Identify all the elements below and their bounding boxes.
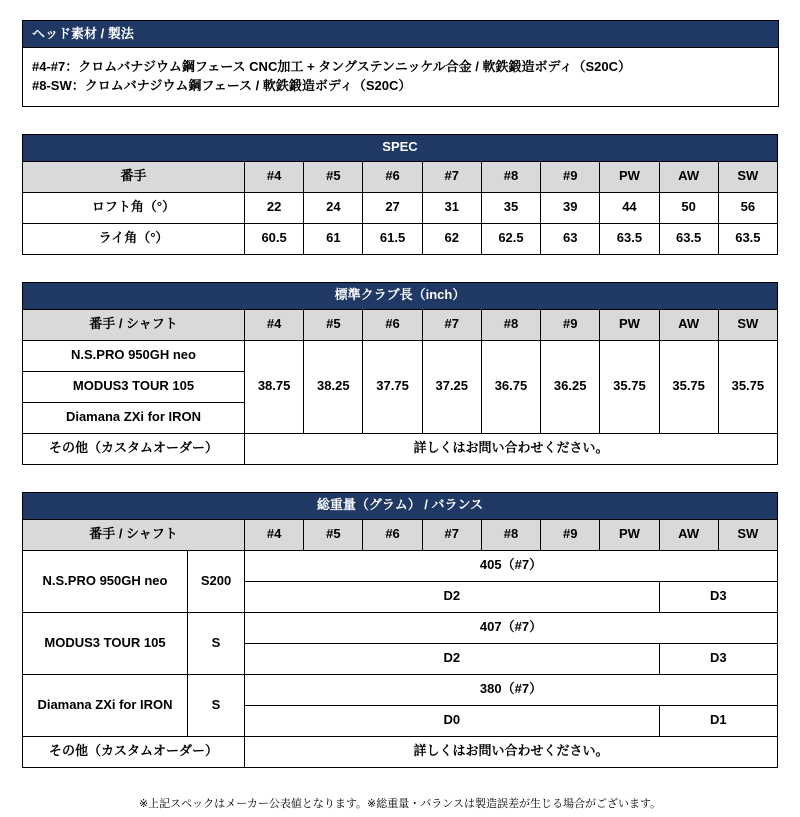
club-header-cell: PW bbox=[600, 519, 659, 550]
length-value-cell: 35.75 bbox=[600, 340, 659, 433]
club-header-cell: #4 bbox=[245, 519, 304, 550]
club-header-cell: #8 bbox=[481, 161, 540, 192]
club-header-cell: #6 bbox=[363, 309, 422, 340]
club-header-cell: #7 bbox=[422, 309, 481, 340]
club-header-cell: PW bbox=[600, 161, 659, 192]
club-header-cell: #5 bbox=[304, 161, 363, 192]
length-value-cell: 35.75 bbox=[718, 340, 777, 433]
length-value-cell: 37.75 bbox=[363, 340, 422, 433]
club-header-cell: AW bbox=[659, 309, 718, 340]
loft-value-cell: 35 bbox=[481, 192, 540, 223]
shaft-header-label: 番手 / シャフト bbox=[23, 309, 245, 340]
club-header-cell: #7 bbox=[422, 519, 481, 550]
flex-cell: S200 bbox=[188, 550, 245, 612]
club-header-cell: #6 bbox=[363, 161, 422, 192]
club-header-cell: AW bbox=[659, 519, 718, 550]
shaft-name-cell: MODUS3 TOUR 105 bbox=[23, 371, 245, 402]
head-material-body bbox=[23, 48, 779, 107]
club-header-cell: #4 bbox=[245, 161, 304, 192]
length-table bbox=[22, 282, 778, 465]
loft-value-cell: 22 bbox=[245, 192, 304, 223]
club-header-cell: #7 bbox=[422, 161, 481, 192]
club-header-cell: SW bbox=[718, 161, 777, 192]
club-header-cell: SW bbox=[718, 309, 777, 340]
length-value-cell: 36.25 bbox=[541, 340, 600, 433]
club-header-cell: #5 bbox=[304, 519, 363, 550]
lie-value-cell: 62 bbox=[422, 223, 481, 254]
shaft-name-cell: MODUS3 TOUR 105 bbox=[23, 612, 188, 674]
lie-value-cell: 63 bbox=[541, 223, 600, 254]
club-header-cell: #9 bbox=[541, 309, 600, 340]
balance-main-cell: D2 bbox=[245, 581, 660, 612]
balance-wedge-cell: D3 bbox=[659, 581, 777, 612]
loft-value-cell: 44 bbox=[600, 192, 659, 223]
club-header-cell: #8 bbox=[481, 519, 540, 550]
weight-title: 総重量（グラム） / バランス bbox=[23, 492, 778, 519]
custom-order-label: その他（カスタムオーダー） bbox=[23, 433, 245, 464]
lie-value-cell: 63.5 bbox=[600, 223, 659, 254]
loft-value-cell: 31 bbox=[422, 192, 481, 223]
length-value-cell: 36.75 bbox=[481, 340, 540, 433]
spec-table bbox=[22, 134, 778, 255]
length-value-cell: 38.25 bbox=[304, 340, 363, 433]
lie-value-cell: 61 bbox=[304, 223, 363, 254]
total-weight-cell: 407（#7） bbox=[245, 612, 778, 643]
flex-cell: S bbox=[188, 674, 245, 736]
flex-cell: S bbox=[188, 612, 245, 674]
shaft-name-cell: N.S.PRO 950GH neo bbox=[23, 550, 188, 612]
head-material-line-2: #8-SW：クロムバナジウム鋼フェース / 軟鉄鍛造ボディ（S20C） bbox=[32, 78, 412, 94]
club-header-cell: SW bbox=[718, 519, 777, 550]
shaft-header-label: 番手 / シャフト bbox=[23, 519, 245, 550]
footnote: ※上記スペックはメーカー公表値となります。※総重量・バランスは製造誤差が生じる場合がございます。 bbox=[138, 797, 662, 810]
balance-main-cell: D2 bbox=[245, 643, 660, 674]
shaft-name-cell: Diamana ZXi for IRON bbox=[23, 402, 245, 433]
shaft-name-cell: N.S.PRO 950GH neo bbox=[23, 340, 245, 371]
length-value-cell: 37.25 bbox=[422, 340, 481, 433]
weight-table bbox=[22, 492, 778, 768]
custom-order-label: その他（カスタムオーダー） bbox=[23, 736, 245, 767]
length-title: 標準クラブ長（inch） bbox=[23, 282, 778, 309]
head-material-line-1: #4-#7：クロムバナジウム鋼フェース CNC加工 + タングステンニッケル合金 / 軟鉄鍛造ボディ（S20C） bbox=[32, 59, 631, 74]
loft-value-cell: 24 bbox=[304, 192, 363, 223]
lie-value-cell: 61.5 bbox=[363, 223, 422, 254]
shaft-name-cell: Diamana ZXi for IRON bbox=[23, 674, 188, 736]
loft-value-cell: 50 bbox=[659, 192, 718, 223]
club-header-cell: #6 bbox=[363, 519, 422, 550]
lie-value-cell: 60.5 bbox=[245, 223, 304, 254]
balance-main-cell: D0 bbox=[245, 705, 660, 736]
spec-club-row-label: 番手 bbox=[23, 161, 245, 192]
loft-value-cell: 56 bbox=[718, 192, 777, 223]
total-weight-cell: 405（#7） bbox=[245, 550, 778, 581]
club-header-cell: #5 bbox=[304, 309, 363, 340]
head-material-table bbox=[22, 20, 779, 107]
lie-row-label: ライ角（°） bbox=[23, 223, 245, 254]
balance-wedge-cell: D3 bbox=[659, 643, 777, 674]
club-header-cell: #9 bbox=[541, 519, 600, 550]
club-header-cell: #4 bbox=[245, 309, 304, 340]
balance-wedge-cell: D1 bbox=[659, 705, 777, 736]
club-header-cell: PW bbox=[600, 309, 659, 340]
length-value-cell: 35.75 bbox=[659, 340, 718, 433]
head-material-title: ヘッド素材 / 製法 bbox=[23, 21, 779, 48]
club-header-cell: AW bbox=[659, 161, 718, 192]
loft-value-cell: 27 bbox=[363, 192, 422, 223]
total-weight-cell: 380（#7） bbox=[245, 674, 778, 705]
club-header-cell: #8 bbox=[481, 309, 540, 340]
contact-note-cell: 詳しくはお問い合わせください。 bbox=[245, 736, 778, 767]
lie-value-cell: 63.5 bbox=[718, 223, 777, 254]
lie-value-cell: 62.5 bbox=[481, 223, 540, 254]
spec-title: SPEC bbox=[23, 134, 778, 161]
length-value-cell: 38.75 bbox=[245, 340, 304, 433]
loft-row-label: ロフト角（°） bbox=[23, 192, 245, 223]
club-header-cell: #9 bbox=[541, 161, 600, 192]
lie-value-cell: 63.5 bbox=[659, 223, 718, 254]
loft-value-cell: 39 bbox=[541, 192, 600, 223]
contact-note-cell: 詳しくはお問い合わせください。 bbox=[245, 433, 778, 464]
